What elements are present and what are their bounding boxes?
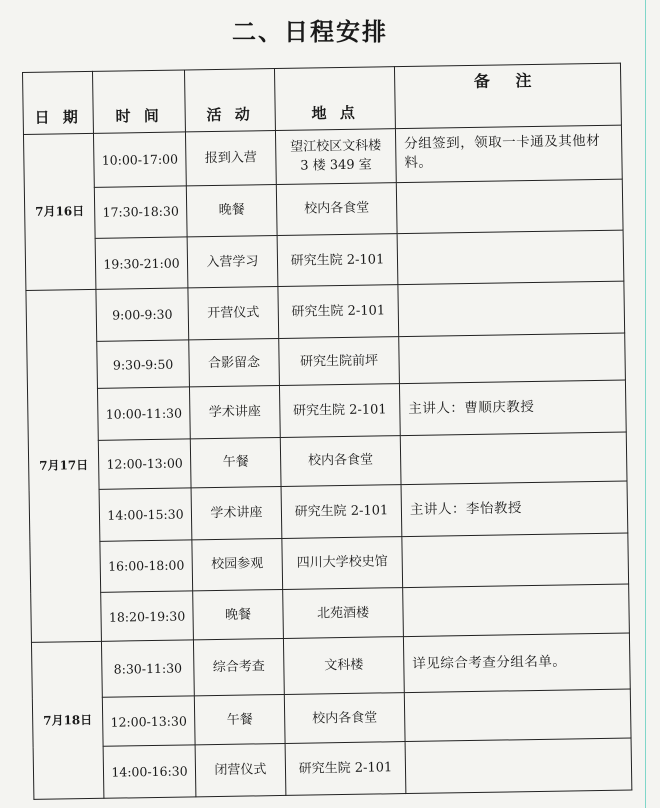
schedule-row: [23, 125, 622, 188]
location-cell: 文科楼: [283, 637, 404, 694]
schedule-body: [23, 125, 631, 799]
location-cell: 校内各食堂: [284, 693, 405, 744]
notes-cell: 分组签到，领取一卡通及其他材料。: [395, 125, 622, 182]
time-cell: 12:00-13:30: [102, 696, 195, 747]
page-title: 二、日程安排: [232, 17, 388, 46]
header-notes: 备 注: [394, 63, 621, 129]
activity-cell: 午餐: [194, 695, 285, 746]
notes-cell: [397, 230, 624, 285]
notes-cell: [404, 689, 631, 742]
notes-cell: [402, 533, 629, 588]
notes-cell: [405, 738, 632, 793]
activity-cell: 晚餐: [193, 590, 284, 641]
activity-cell: 校园参观: [192, 538, 283, 591]
time-cell: 17:30-18:30: [94, 185, 187, 238]
schedule-row: [24, 179, 623, 240]
location-cell: 北苑酒楼: [283, 588, 404, 639]
time-cell: 16:00-18:00: [100, 539, 193, 592]
location-cell: 四川大学校史馆: [282, 536, 403, 589]
location-cell: 校内各食堂: [280, 435, 401, 486]
activity-cell: 入营学习: [187, 235, 278, 288]
location-cell: 望江校区文科楼 3 楼 349 室: [275, 129, 396, 184]
notes-cell: 主讲人：李怡教授: [401, 481, 628, 536]
notes-cell: [400, 432, 627, 485]
notes-cell: [403, 584, 630, 637]
time-cell: 10:00-17:00: [93, 132, 186, 187]
location-cell: 研究生院 2-101: [281, 485, 402, 538]
time-cell: 10:00-11:30: [97, 387, 190, 440]
schedule-row: [30, 533, 629, 594]
schedule-row: [25, 230, 624, 291]
activity-cell: 闭营仪式: [195, 744, 286, 797]
schedule-row: [29, 481, 628, 542]
time-cell: 14:00-16:30: [103, 745, 196, 798]
header-date: 日 期: [23, 71, 94, 134]
time-cell: 8:30-11:30: [101, 640, 194, 697]
time-cell: 9:30-9:50: [97, 340, 190, 389]
activity-cell: 综合考查: [193, 639, 284, 696]
notes-cell: 详见综合考查分组名单。: [403, 634, 630, 693]
header-activity: 活 动: [184, 69, 275, 132]
date-cell: 7月18日: [31, 642, 103, 800]
date-cell: 7月17日: [26, 290, 102, 643]
location-cell: 研究生院 2-101: [279, 384, 400, 437]
notes-cell: [396, 179, 623, 234]
time-cell: 14:00-15:30: [99, 488, 192, 541]
activity-cell: 午餐: [190, 437, 281, 488]
page-edge-line: [645, 0, 646, 808]
activity-cell: 合影留念: [189, 338, 280, 387]
activity-cell: 学术讲座: [191, 487, 282, 540]
schedule-row: [27, 380, 626, 441]
schedule-table: [22, 63, 632, 800]
location-cell: 研究生院 2-101: [278, 285, 399, 338]
schedule-row: [33, 738, 632, 799]
location-cell: 校内各食堂: [276, 182, 397, 235]
header-time: 时 间: [92, 70, 185, 133]
date-cell: 7月16日: [23, 133, 95, 291]
notes-cell: [399, 333, 626, 384]
time-cell: 19:30-21:00: [95, 237, 188, 290]
activity-cell: 晚餐: [186, 184, 277, 237]
time-cell: 18:20-19:30: [101, 591, 194, 642]
notes-cell: [398, 282, 625, 337]
activity-cell: 开营仪式: [188, 287, 279, 340]
header-location: 地 点: [274, 67, 395, 131]
notes-cell: 主讲人：曹顺庆教授: [399, 380, 626, 435]
time-cell: 9:00-9:30: [96, 288, 189, 341]
location-cell: 研究生院 2-101: [285, 742, 406, 795]
location-cell: 研究生院 2-101: [277, 234, 398, 287]
schedule-row: [31, 634, 630, 699]
schedule-row: [26, 282, 625, 343]
activity-cell: 学术讲座: [189, 386, 280, 439]
time-cell: 12:00-13:00: [98, 439, 191, 490]
location-cell: 研究生院前坪: [279, 337, 400, 386]
activity-cell: 报到入营: [185, 131, 276, 186]
header-row: [23, 63, 622, 134]
